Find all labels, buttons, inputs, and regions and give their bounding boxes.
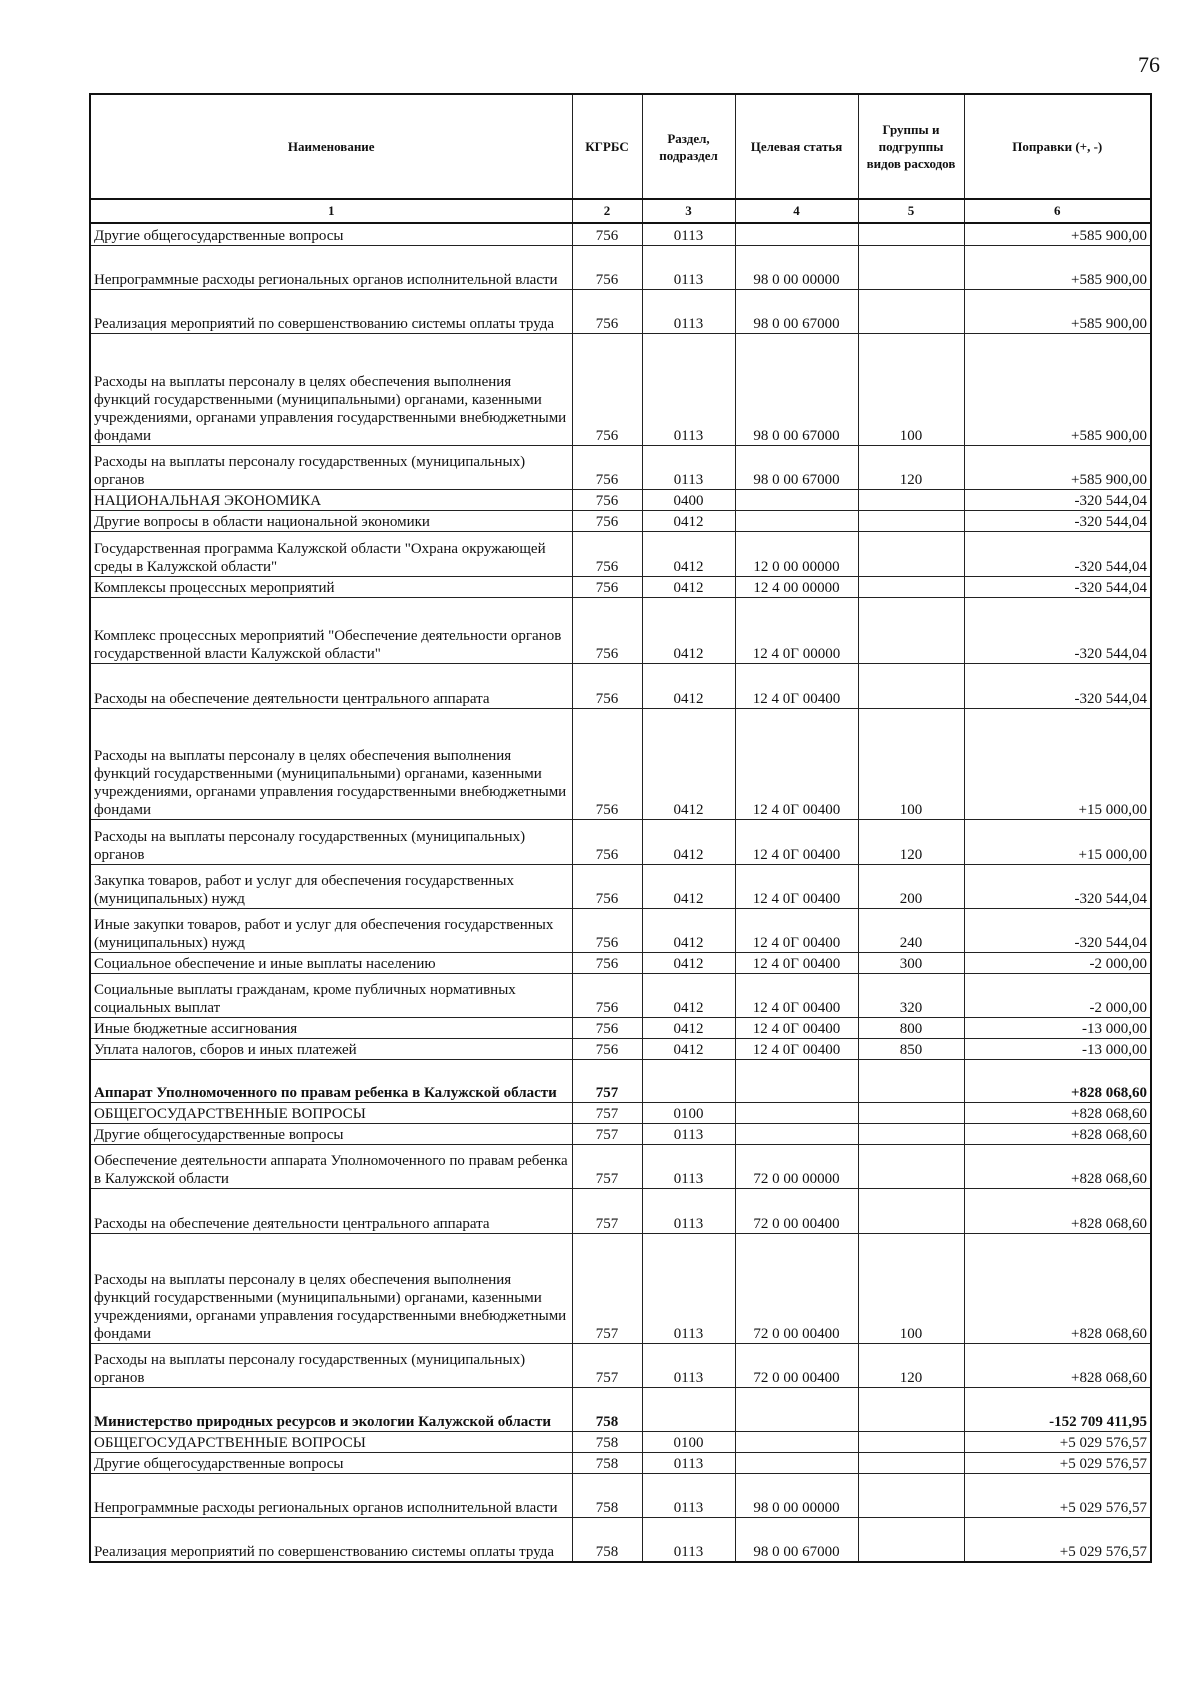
table-row [90,1453,1151,1474]
row-amendment: -2 000,00 [964,974,1151,1018]
row-target-article: 98 0 00 67000 [735,290,858,334]
row-target-article: 12 4 0Г 00400 [735,1018,858,1039]
row-kgrbs: 756 [572,909,642,953]
row-expense-group: 240 [858,909,964,953]
row-kgrbs: 757 [572,1145,642,1189]
row-section: 0113 [642,446,735,490]
row-name: Социальное обеспечение и иные выплаты населению [90,953,572,974]
row-target-article: 72 0 00 00400 [735,1344,858,1388]
row-amendment: +5 029 576,57 [964,1518,1151,1563]
row-kgrbs: 758 [572,1388,642,1432]
row-target-article: 98 0 00 00000 [735,1474,858,1518]
table-row [90,1018,1151,1039]
row-amendment: +5 029 576,57 [964,1453,1151,1474]
row-amendment: -2 000,00 [964,953,1151,974]
row-kgrbs: 756 [572,334,642,446]
row-expense-group [858,1103,964,1124]
row-section: 0113 [642,334,735,446]
row-amendment: +828 068,60 [964,1103,1151,1124]
row-kgrbs: 756 [572,953,642,974]
row-name: Закупка товаров, работ и услуг для обеспечения государственных (муниципальных) нужд [90,865,572,909]
row-target-article: 72 0 00 00400 [735,1234,858,1344]
row-kgrbs: 757 [572,1103,642,1124]
row-kgrbs: 756 [572,446,642,490]
row-kgrbs: 757 [572,1234,642,1344]
row-target-article: 12 4 0Г 00400 [735,664,858,709]
row-section: 0113 [642,1344,735,1388]
row-name: Комплекс процессных мероприятий "Обеспечение деятельности органов государственной власти Калужской области" [90,598,572,664]
row-kgrbs: 756 [572,577,642,598]
row-kgrbs: 757 [572,1189,642,1234]
row-kgrbs: 756 [572,490,642,511]
row-name: Другие общегосударственные вопросы [90,1124,572,1145]
row-kgrbs: 757 [572,1344,642,1388]
row-name: НАЦИОНАЛЬНАЯ ЭКОНОМИКА [90,490,572,511]
row-expense-group: 100 [858,334,964,446]
table-row [90,1124,1151,1145]
column-number: 3 [642,199,735,223]
row-name: Другие общегосударственные вопросы [90,223,572,246]
row-expense-group [858,1518,964,1563]
table-row [90,865,1151,909]
row-name: Государственная программа Калужской области "Охрана окружающей среды в Калужской области" [90,532,572,577]
row-name: Расходы на выплаты персоналу в целях обеспечения выполнения функций государственными (муниципальными) органами, казенными учреждениями, органами управления государственными внебюджетными фондами [90,1234,572,1344]
row-section: 0113 [642,1474,735,1518]
row-kgrbs: 758 [572,1474,642,1518]
row-expense-group [858,598,964,664]
row-kgrbs: 756 [572,598,642,664]
table-row [90,1518,1151,1563]
row-amendment: -320 544,04 [964,511,1151,532]
row-amendment: -320 544,04 [964,598,1151,664]
row-target-article: 12 0 00 00000 [735,532,858,577]
row-target-article [735,223,858,246]
row-amendment: +585 900,00 [964,223,1151,246]
row-target-article [735,1453,858,1474]
header-groups: Группы и подгруппы видов расходов [858,94,964,199]
row-name: Расходы на обеспечение деятельности центрального аппарата [90,1189,572,1234]
table-row [90,490,1151,511]
table-row [90,334,1151,446]
row-target-article: 12 4 00 00000 [735,577,858,598]
row-amendment: -152 709 411,95 [964,1388,1151,1432]
row-expense-group: 120 [858,446,964,490]
row-section: 0412 [642,909,735,953]
row-expense-group [858,664,964,709]
table-row [90,246,1151,290]
row-amendment: -13 000,00 [964,1039,1151,1060]
row-amendment: -320 544,04 [964,532,1151,577]
table-row [90,709,1151,820]
row-target-article [735,511,858,532]
row-target-article: 12 4 0Г 00000 [735,598,858,664]
table-row [90,532,1151,577]
header-amendments: Поправки (+, -) [964,94,1151,199]
row-name: Обеспечение деятельности аппарата Уполномоченного по правам ребенка в Калужской области [90,1145,572,1189]
header-kgrbs: КГРБС [572,94,642,199]
row-target-article: 72 0 00 00400 [735,1189,858,1234]
row-expense-group [858,1474,964,1518]
row-kgrbs: 758 [572,1453,642,1474]
table-row [90,223,1151,246]
row-section: 0113 [642,1124,735,1145]
row-amendment: +828 068,60 [964,1189,1151,1234]
row-target-article: 72 0 00 00000 [735,1145,858,1189]
row-amendment: -320 544,04 [964,490,1151,511]
row-amendment: -13 000,00 [964,1018,1151,1039]
row-amendment: +828 068,60 [964,1060,1151,1103]
row-name: Иные бюджетные ассигнования [90,1018,572,1039]
table-row [90,511,1151,532]
table-row [90,598,1151,664]
row-name: Уплата налогов, сборов и иных платежей [90,1039,572,1060]
row-name: Расходы на выплаты персоналу государственных (муниципальных) органов [90,446,572,490]
row-target-article: 98 0 00 67000 [735,446,858,490]
row-amendment: +585 900,00 [964,246,1151,290]
row-kgrbs: 758 [572,1432,642,1453]
row-name: Непрограммные расходы региональных органов исполнительной власти [90,246,572,290]
row-target-article [735,490,858,511]
row-section: 0412 [642,511,735,532]
row-expense-group: 300 [858,953,964,974]
row-expense-group [858,1145,964,1189]
row-target-article [735,1124,858,1145]
row-amendment: -320 544,04 [964,664,1151,709]
row-target-article: 12 4 0Г 00400 [735,709,858,820]
row-section [642,1060,735,1103]
row-amendment: -320 544,04 [964,577,1151,598]
row-name: Расходы на обеспечение деятельности центрального аппарата [90,664,572,709]
row-name: Реализация мероприятий по совершенствованию системы оплаты труда [90,1518,572,1563]
row-kgrbs: 757 [572,1060,642,1103]
row-kgrbs: 756 [572,820,642,865]
row-expense-group [858,1453,964,1474]
row-amendment: +828 068,60 [964,1145,1151,1189]
row-target-article: 12 4 0Г 00400 [735,865,858,909]
table-row [90,1432,1151,1453]
table-row [90,664,1151,709]
column-number: 6 [964,199,1151,223]
row-kgrbs: 756 [572,290,642,334]
row-amendment: -320 544,04 [964,909,1151,953]
row-section: 0412 [642,1018,735,1039]
row-name: Министерство природных ресурсов и экологии Калужской области [90,1388,572,1432]
budget-amendments-table [89,93,1152,1563]
row-target-article: 12 4 0Г 00400 [735,953,858,974]
row-section: 0100 [642,1103,735,1124]
table-row [90,1344,1151,1388]
table-header-row [90,94,1151,199]
row-kgrbs: 757 [572,1124,642,1145]
row-name: Реализация мероприятий по совершенствованию системы оплаты труда [90,290,572,334]
header-target: Целевая статья [735,94,858,199]
row-name: Иные закупки товаров, работ и услуг для обеспечения государственных (муниципальных) нужд [90,909,572,953]
row-amendment: +828 068,60 [964,1234,1151,1344]
row-name: Комплексы процессных мероприятий [90,577,572,598]
row-expense-group [858,290,964,334]
row-kgrbs: 756 [572,246,642,290]
row-target-article [735,1060,858,1103]
row-expense-group [858,1060,964,1103]
row-expense-group: 200 [858,865,964,909]
row-amendment: +15 000,00 [964,820,1151,865]
row-kgrbs: 756 [572,865,642,909]
row-amendment: +585 900,00 [964,446,1151,490]
row-amendment: -320 544,04 [964,865,1151,909]
row-target-article: 98 0 00 67000 [735,1518,858,1563]
row-expense-group: 100 [858,709,964,820]
row-section: 0113 [642,1189,735,1234]
column-number: 1 [90,199,572,223]
row-section: 0412 [642,953,735,974]
row-section: 0113 [642,246,735,290]
table-row [90,1388,1151,1432]
row-kgrbs: 756 [572,511,642,532]
row-section: 0412 [642,974,735,1018]
row-name: Другие вопросы в области национальной экономики [90,511,572,532]
row-expense-group [858,1388,964,1432]
table-row [90,1189,1151,1234]
row-section: 0412 [642,598,735,664]
row-target-article: 12 4 0Г 00400 [735,820,858,865]
row-target-article [735,1103,858,1124]
row-section: 0412 [642,1039,735,1060]
row-expense-group: 100 [858,1234,964,1344]
row-name: Расходы на выплаты персоналу государственных (муниципальных) органов [90,1344,572,1388]
row-expense-group [858,223,964,246]
row-expense-group [858,246,964,290]
row-expense-group [858,1432,964,1453]
table-row [90,1060,1151,1103]
page-number: 76 [1138,52,1160,77]
row-amendment: +585 900,00 [964,290,1151,334]
row-target-article: 98 0 00 67000 [735,334,858,446]
table-row [90,974,1151,1018]
row-section: 0412 [642,709,735,820]
table-row [90,820,1151,865]
row-kgrbs: 756 [572,664,642,709]
row-name: Расходы на выплаты персоналу в целях обеспечения выполнения функций государственными (муниципальными) органами, казенными учреждениями, органами управления государственными внебюджетными фондами [90,709,572,820]
row-name: Расходы на выплаты персоналу государственных (муниципальных) органов [90,820,572,865]
row-section: 0100 [642,1432,735,1453]
row-expense-group [858,511,964,532]
row-amendment: +5 029 576,57 [964,1432,1151,1453]
table-row [90,1474,1151,1518]
row-name: Непрограммные расходы региональных органов исполнительной власти [90,1474,572,1518]
row-section: 0412 [642,664,735,709]
table-row [90,290,1151,334]
row-section: 0113 [642,223,735,246]
header-section: Раздел, подраздел [642,94,735,199]
row-expense-group [858,1124,964,1145]
row-kgrbs: 756 [572,223,642,246]
row-kgrbs: 756 [572,1039,642,1060]
row-expense-group: 850 [858,1039,964,1060]
row-target-article: 12 4 0Г 00400 [735,1039,858,1060]
row-name: Другие общегосударственные вопросы [90,1453,572,1474]
row-expense-group [858,532,964,577]
row-expense-group [858,577,964,598]
table-row [90,909,1151,953]
header-name: Наименование [90,94,572,199]
column-number: 2 [572,199,642,223]
row-target-article: 12 4 0Г 00400 [735,974,858,1018]
row-expense-group [858,1189,964,1234]
row-section: 0113 [642,290,735,334]
table-row [90,1145,1151,1189]
row-expense-group: 120 [858,1344,964,1388]
row-name: ОБЩЕГОСУДАРСТВЕННЫЕ ВОПРОСЫ [90,1103,572,1124]
row-section: 0113 [642,1145,735,1189]
row-section [642,1388,735,1432]
row-kgrbs: 756 [572,974,642,1018]
row-expense-group: 320 [858,974,964,1018]
row-amendment: +5 029 576,57 [964,1474,1151,1518]
row-section: 0412 [642,577,735,598]
table-row [90,1234,1151,1344]
row-kgrbs: 756 [572,532,642,577]
row-section: 0412 [642,532,735,577]
row-section: 0412 [642,865,735,909]
column-number: 5 [858,199,964,223]
row-name: Аппарат Уполномоченного по правам ребенка в Калужской области [90,1060,572,1103]
row-expense-group [858,490,964,511]
table-row [90,446,1151,490]
table-row [90,953,1151,974]
row-section: 0113 [642,1453,735,1474]
column-number: 4 [735,199,858,223]
row-name: Социальные выплаты гражданам, кроме публичных нормативных социальных выплат [90,974,572,1018]
row-expense-group: 120 [858,820,964,865]
row-kgrbs: 756 [572,1018,642,1039]
row-section: 0113 [642,1518,735,1563]
row-section: 0400 [642,490,735,511]
row-section: 0113 [642,1234,735,1344]
row-target-article [735,1432,858,1453]
row-amendment: +585 900,00 [964,334,1151,446]
row-kgrbs: 756 [572,709,642,820]
table-row [90,1039,1151,1060]
row-target-article [735,1388,858,1432]
row-amendment: +15 000,00 [964,709,1151,820]
row-expense-group: 800 [858,1018,964,1039]
row-amendment: +828 068,60 [964,1344,1151,1388]
row-amendment: +828 068,60 [964,1124,1151,1145]
row-name: ОБЩЕГОСУДАРСТВЕННЫЕ ВОПРОСЫ [90,1432,572,1453]
row-name: Расходы на выплаты персоналу в целях обеспечения выполнения функций государственными (муниципальными) органами, казенными учреждениями, органами управления государственными внебюджетными фондами [90,334,572,446]
row-kgrbs: 758 [572,1518,642,1563]
table-row [90,577,1151,598]
row-target-article: 12 4 0Г 00400 [735,909,858,953]
column-numbers-row [90,199,1151,223]
table-row [90,1103,1151,1124]
row-target-article: 98 0 00 00000 [735,246,858,290]
row-section: 0412 [642,820,735,865]
